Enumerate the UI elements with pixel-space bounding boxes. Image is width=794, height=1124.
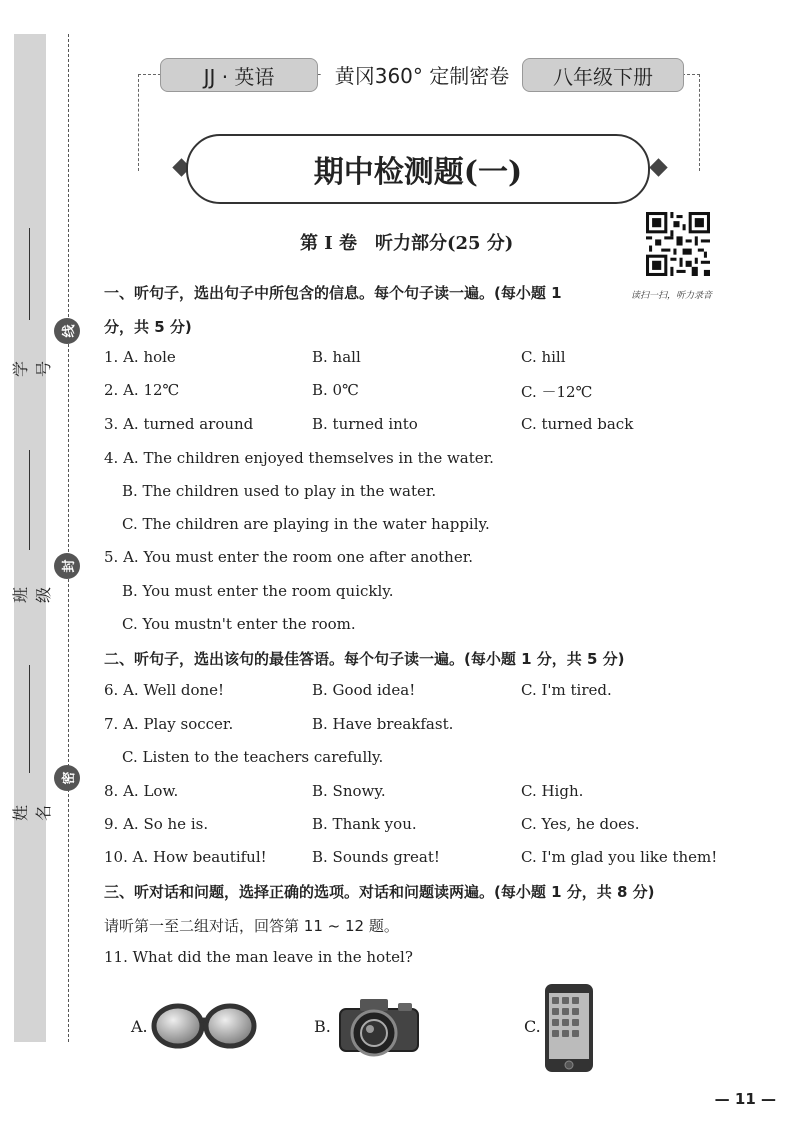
q1-option-a: 1. A. hole: [104, 348, 176, 366]
q2-option-b: B. 0℃: [312, 381, 359, 399]
q8-option-c: C. High.: [521, 782, 584, 800]
section-title: 第 Ⅰ 卷 听力部分(25 分): [300, 233, 514, 254]
q9-option-a: 9. A. So he is.: [104, 815, 209, 833]
name-blank: [29, 665, 30, 773]
q4-option-c: C. The children are playing in the water happily.: [122, 515, 490, 533]
q6-option-c: C. I'm tired.: [521, 681, 612, 699]
q5-option-c: C. You mustn't enter the room.: [122, 615, 356, 633]
badge-xian: 线: [54, 318, 80, 344]
class-blank: [29, 450, 30, 550]
q5-option-b: B. You must enter the room quickly.: [122, 582, 394, 600]
badge-feng: 封: [54, 553, 80, 579]
subject-pill: JJ · 英语: [160, 58, 318, 92]
q6-option-b: B. Good idea!: [312, 681, 416, 699]
part3-instruction: 请听第一至二组对话，回答第 11 ~ 12 题。: [104, 917, 399, 935]
page-number: — 11 —: [714, 1090, 776, 1108]
grade-pill: 八年级下册: [522, 58, 684, 92]
q5-option-a: 5. A. You must enter the room one after another.: [104, 548, 473, 566]
q10-option-b: B. Sounds great!: [312, 848, 440, 866]
q2-option-c: C. －12℃: [521, 383, 593, 401]
binding-sidebar: [14, 34, 46, 1042]
q7-option-a: 7. A. Play soccer.: [104, 715, 234, 733]
glasses-icon: [150, 1000, 258, 1052]
student-id-blank: [29, 228, 30, 320]
q10-option-c: C. I'm glad you like them!: [521, 848, 718, 866]
q4-option-a: 4. A. The children enjoyed themselves in the water.: [104, 449, 494, 467]
q10-option-a: 10. A. How beautiful!: [104, 848, 267, 866]
part1-heading: 一、听句子，选出句子中所包含的信息。每个句子读一遍。(每小题 1: [104, 284, 562, 302]
name-label: 姓名: [11, 805, 53, 822]
q8-option-a: 8. A. Low.: [104, 782, 179, 800]
q9-option-c: C. Yes, he does.: [521, 815, 640, 833]
q2-option-a: 2. A. 12℃: [104, 381, 180, 399]
page-title: 期中检测题(一): [186, 134, 650, 204]
q3-option-b: B. turned into: [312, 415, 418, 433]
student-id-label: 学号: [11, 361, 53, 378]
camera-icon: [334, 993, 424, 1061]
part1-heading-cont: 分，共 5 分): [104, 318, 192, 336]
q8-option-b: B. Snowy.: [312, 782, 386, 800]
q6-option-a: 6. A. Well done!: [104, 681, 225, 699]
class-label: 班级: [11, 587, 53, 604]
smartphone-icon: [544, 983, 594, 1073]
part2-heading: 二、听句子，选出该句的最佳答语。每个句子读一遍。(每小题 1 分，共 5 分): [104, 650, 625, 668]
q7-option-b: B. Have breakfast.: [312, 715, 454, 733]
q1-option-c: C. hill: [521, 348, 566, 366]
q3-option-a: 3. A. turned around: [104, 415, 254, 433]
image-option-a-label: A.: [131, 1017, 148, 1036]
qr-code-icon[interactable]: [646, 212, 710, 276]
q3-option-c: C. turned back: [521, 415, 634, 433]
cut-line: [68, 34, 69, 1042]
q9-option-b: B. Thank you.: [312, 815, 417, 833]
q11-question: 11. What did the man leave in the hotel?: [104, 948, 413, 966]
q4-option-b: B. The children used to play in the water.: [122, 482, 437, 500]
image-option-b-label: B.: [314, 1017, 331, 1036]
badge-mi: 密: [54, 765, 80, 791]
q7-option-c: C. Listen to the teachers carefully.: [122, 748, 384, 766]
part3-heading: 三、听对话和问题，选择正确的选项。对话和问题读两遍。(每小题 1 分，共 8 分): [104, 883, 655, 901]
qr-caption: 读扫一扫，听力录音: [631, 291, 713, 301]
q1-option-b: B. hall: [312, 348, 361, 366]
image-option-c-label: C.: [524, 1017, 541, 1036]
series-name: 黄冈360° 定制密卷: [322, 60, 522, 89]
